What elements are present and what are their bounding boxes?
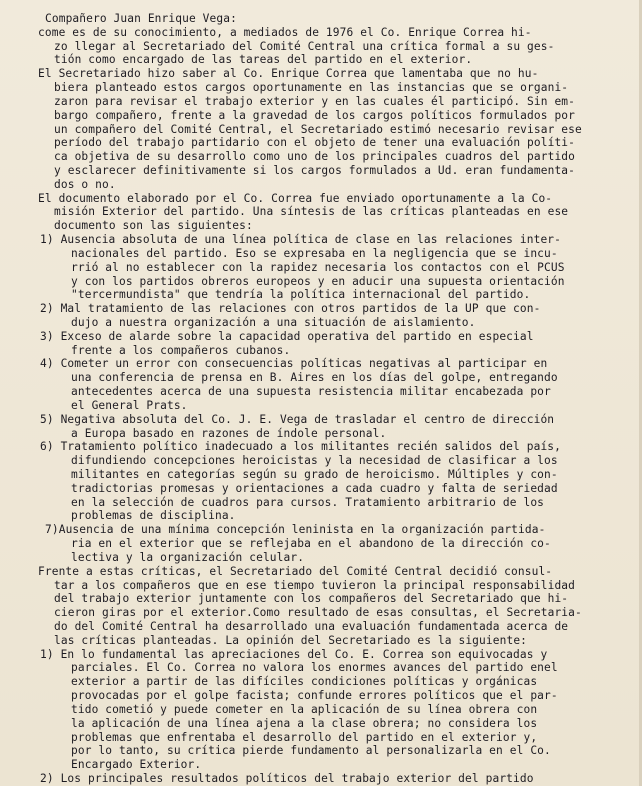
text-line: 5) Negativa absoluta del Co. J. E. Vega de trasladar el centro de dirección [40,413,555,426]
text-line: una conferencia de prensa en B. Aires en los días del golpe, entregando [71,371,558,384]
text-line: Compañero Juan Enrique Vega: [45,12,237,25]
text-line: El documento elaborado por el Co. Correa fue enviado oportunamente a la Co- [38,192,553,205]
text-line: a Europa basado en razones de índole personal. [71,427,387,440]
text-line: tido cometió y puede cometer en la aplicación de su línea obrera con [71,703,538,716]
text-line: lectiva y la organización celular. [71,551,305,564]
text-line: do del Comité Central ha desarrollado una evaluación fundamentada acerca de [54,620,569,633]
text-line: tión como encargado de las tareas del partido en el exterior. [54,53,473,66]
text-line: militantes en categorías según su grado de heroicismo. Múltiples y con- [71,468,558,481]
text-line: difundiendo concepciones heroicistas y la necesidad de clasificar a los [71,454,558,467]
text-line: tar a los compañeros que en ese tiempo tuvieron la principal responsabilidad [54,579,576,592]
text-line: 4) Cometer un error con consecuencias políticas negativas al participar en [40,357,548,370]
text-line: 3) Exceso de alarde sobre la capacidad operativa del partido en especial [40,330,534,343]
text-line: 2) Los principales resultados políticos del trabajo exterior del partido [40,772,534,785]
text-line: del trabajo exterior juntamente con los compañeros del Secretariado que hi- [54,592,569,605]
text-line: en la selección de cuadros para cursos. Tratamiento arbitrario de los [71,496,545,509]
text-line: 1) En lo fundamental las apreciaciones del Co. E. Correa son equivocadas y [40,648,548,661]
text-line: El Secretariado hizo saber al Co. Enrique Correa que lamentaba que no hu- [38,67,539,80]
text-line: documento son las siguientes: [54,219,253,232]
text-line: un compañero del Comité Central, el Secretariado estimó necesario revisar ese [54,123,582,136]
text-line: provocadas por el golpe facista; confunde errores políticos que el par- [71,689,558,702]
text-line: 6) Tratamiento político inadecuado a los militantes recién salidos del país, [40,440,562,453]
text-line: misión Exterior del partido. Una síntesis de las críticas planteadas en ese [54,205,569,218]
text-line: las críticas planteadas. La opinión del Secretariado es la siguiente: [54,634,528,647]
text-line: zo llegar al Secretariado del Comité Central una crítica formal a su ges- [54,40,555,53]
text-line: y con los partidos obreros europeos y en aducir una supuesta orientación [71,275,565,288]
text-line: ca objetiva de su desarrollo como uno de los principales cuadros del partido [54,150,576,163]
text-line: período del trabajo partidario con el objeto de tener una evaluación políti- [54,136,576,149]
text-line: 7)Ausencia de una mínima concepción leninista en la organización partida- [45,523,546,536]
text-line: bargo compañero, frente a la gravedad de los cargos políticos formulados por [54,109,576,122]
text-line: "tercermundista" que tendría la política internacional del partido. [71,288,531,301]
text-line: exterior a partir de las difíciles condiciones políticas y orgánicas [71,675,538,688]
text-line: antecedentes acerca de una supuesta resistencia militar encabezada por [71,385,551,398]
text-line: por lo tanto, su crítica pierde fundamento al personalizarla en el Co. [71,744,551,757]
text-line: Encargado Exterior. [71,758,202,771]
text-line: 1) Ausencia absoluta de una línea política de clase en las relaciones inter- [40,233,562,246]
text-line: cieron giras por el exterior.Como resultado de esas consultas, el Secretaria- [54,606,582,619]
text-line: zaron para revisar el trabajo exterior y en las cuales él participó. Sin em- [54,95,576,108]
text-line: come es de su conocimiento, a mediados de 1976 el Co. Enrique Correa hi- [38,26,532,39]
text-line: la aplicación de una línea ajena a la clase obrera; no considera los [71,717,538,730]
text-line: y esclarecer definitivamente si los cargos formulados a Ud. eran fundamenta- [54,164,576,177]
text-line: dujo a nuestra organización a una situación de aislamiento. [71,316,476,329]
text-line: rrió al no establecer con la rapidez necesaria los contactos con el PCUS [71,261,565,274]
text-line: tradictorias promesas y orientaciones a cada cuadro y falta de seriedad [71,482,558,495]
text-line: problemas de disciplina. [71,509,236,522]
text-line: el General Prats. [71,399,188,412]
text-line: biera planteado estos cargos oportunamente en las instancias que se organi- [54,81,569,94]
text-line: 2) Mal tratamiento de las relaciones con otros partidos de la UP que con- [40,302,541,315]
text-line: Frente a estas críticas, el Secretariado del Comité Central decidió consul- [38,565,553,578]
text-line: ria en el exterior que se reflejaba en el abandono de la dirección co- [71,537,551,550]
text-line: nacionales del partido. Eso se expresaba en la negligencia que se incu- [71,247,558,260]
text-line: parciales. El Co. Correa no valora los enormes avances del partido enel [71,661,558,674]
text-line: problemas que enfrentaba el desarrollo del partido en el exterior y, [71,731,538,744]
text-line: dos o no. [54,178,116,191]
text-line: frente a los compañeros cubanos. [71,344,291,357]
